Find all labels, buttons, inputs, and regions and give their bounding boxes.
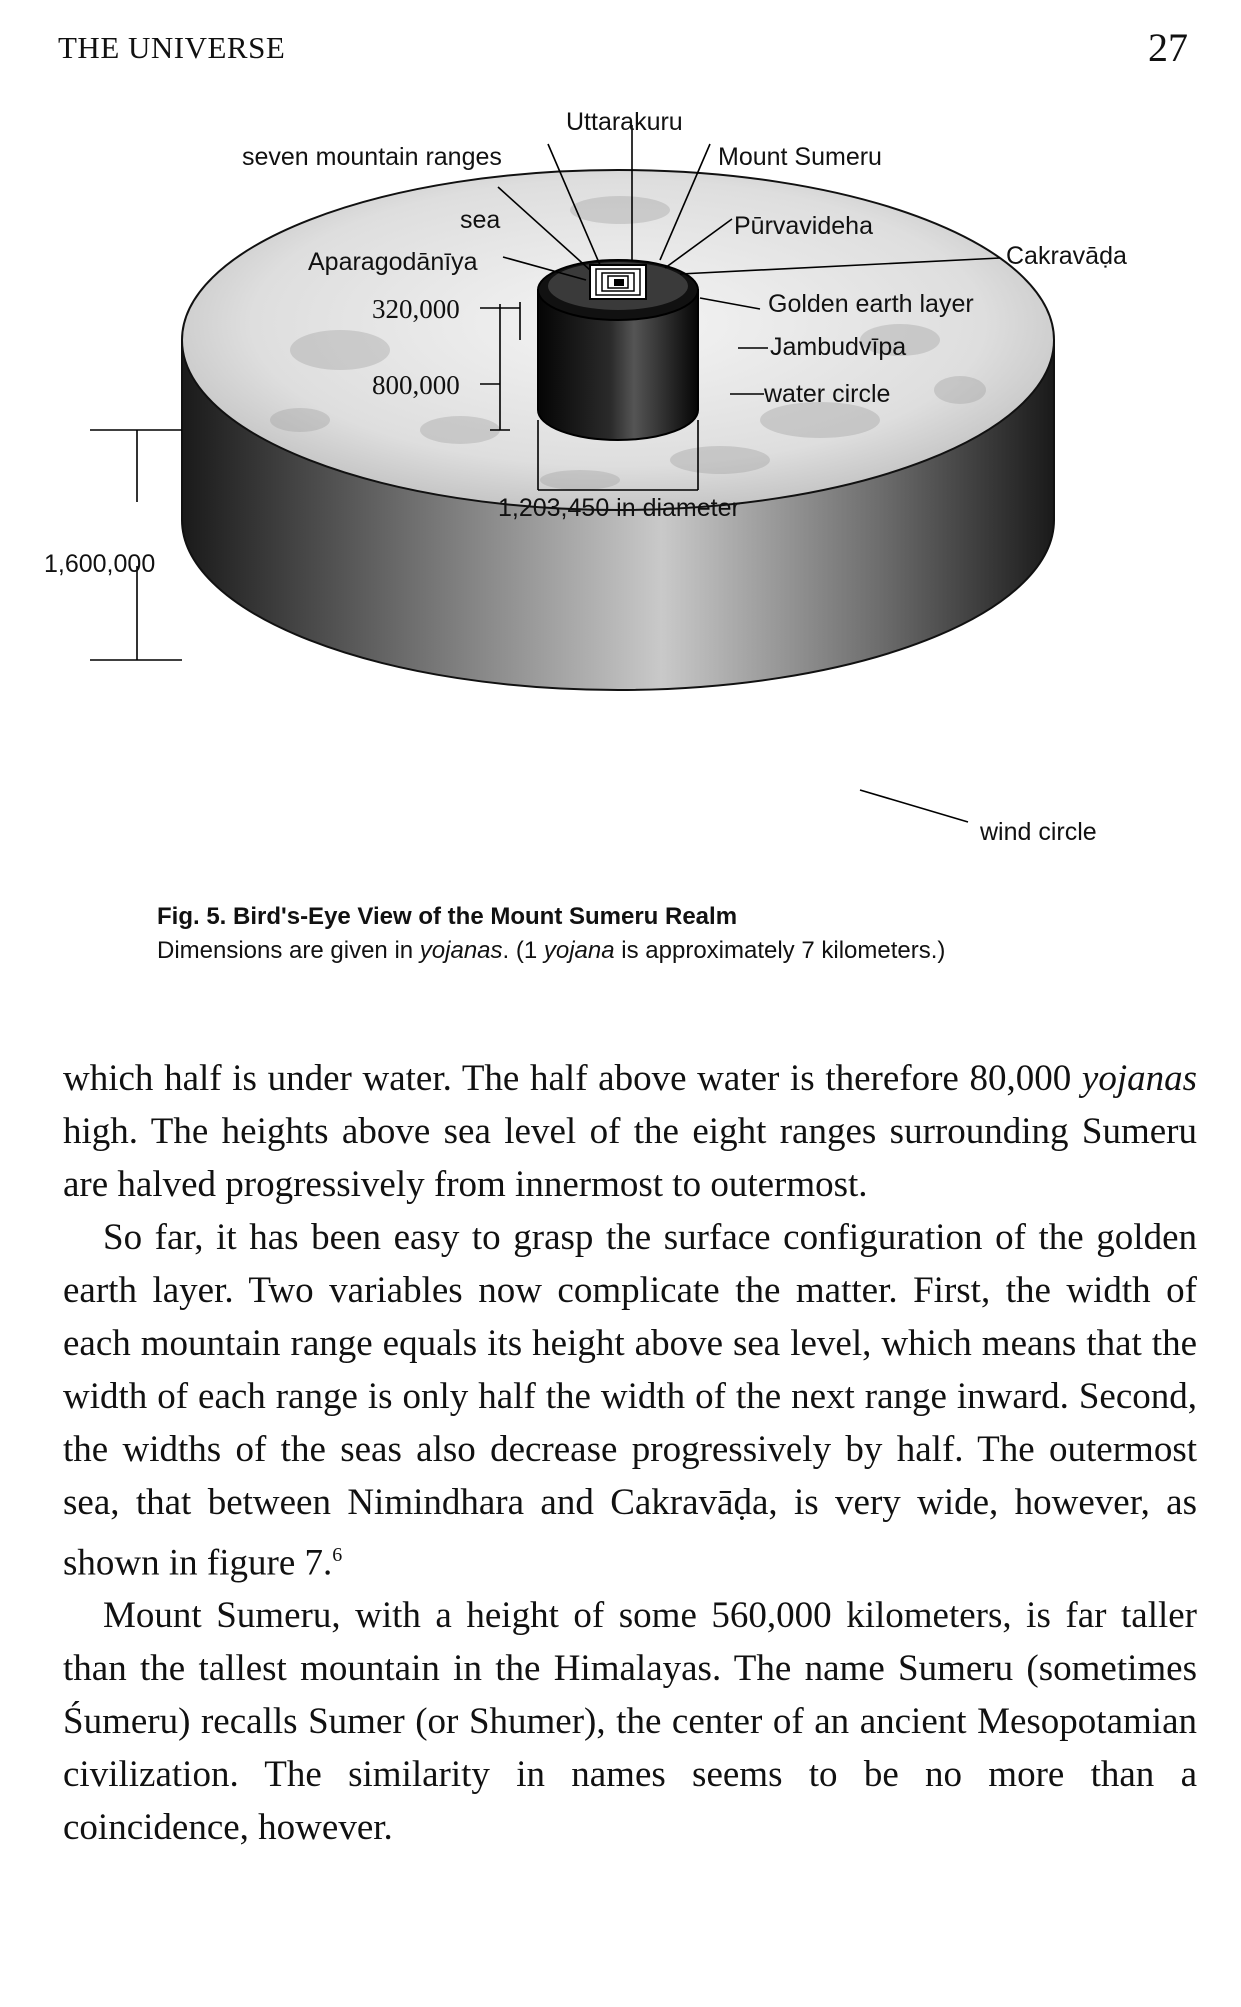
term-yojanas: yojanas xyxy=(1081,1058,1197,1099)
paragraph-text: So far, it has been easy to grasp the surface configuration of the golden earth layer. Two variables now complicate the matter. First, the width of each mountain range equals its height above sea level, which means that the width of each range is only half the width of the next range inward. Second, the widths of the seas also decrease progressively by half. The outermost sea, that between Nimindhara and Cakravāḍa, is very wide, however, as shown in figure 7. xyxy=(63,1217,1197,1584)
paragraph-3: Mount Sumeru, with a height of some 560,000 kilometers, is far taller than the tallest mountain in the Himalayas. The name Sumeru (sometimes Śumeru) recalls Sumer (or Shumer), the center of an ancient Mesopotamian civilization. The similarity in names seems to be no more than a coincidence, however. xyxy=(63,1595,1197,1849)
label-seven-mountain-ranges: seven mountain ranges xyxy=(242,143,502,171)
label-cakravada: Cakravāḍa xyxy=(1006,242,1127,270)
label-dimension-800000: 800,000 xyxy=(372,370,460,400)
label-diameter: 1,203,450 in diameter xyxy=(498,494,740,522)
caption-term-yojanas: yojanas xyxy=(419,937,503,964)
label-dimension-1600000: 1,600,000 xyxy=(44,550,156,578)
figure-caption xyxy=(157,900,1117,968)
label-jambudvipa: Jambudvīpa xyxy=(770,333,907,361)
label-mount-sumeru: Mount Sumeru xyxy=(718,143,882,171)
paragraph-text: high. The heights above sea level of the eight ranges surrounding Sumeru are halved progressively from innermost to outermost. xyxy=(63,1111,1197,1205)
caption-title: Fig. 5. Bird's-Eye View of the Mount Sumeru Realm xyxy=(157,903,738,930)
figure-illustration xyxy=(0,90,1241,890)
mount-sumeru-core xyxy=(614,279,624,286)
label-purvavideha: Pūrvavideha xyxy=(734,212,873,240)
footnote-marker[interactable]: 6 xyxy=(332,1544,343,1566)
label-water-circle: water circle xyxy=(764,380,891,408)
paragraph-2 xyxy=(63,1211,1197,1589)
caption-text xyxy=(157,934,1117,968)
label-dimension-320000: 320,000 xyxy=(372,294,460,324)
page-number: 27 xyxy=(1148,25,1188,70)
running-head: THE UNIVERSE xyxy=(58,30,286,65)
label-uttarakuru: Uttarakuru xyxy=(566,108,683,136)
caption-text-part: is approximately 7 kilometers.) xyxy=(614,937,946,964)
label-wind-circle: wind circle xyxy=(980,818,1097,846)
label-golden-earth-layer: Golden earth layer xyxy=(768,290,974,318)
paragraph-1 xyxy=(63,1052,1197,1211)
figure-mount-sumeru-realm xyxy=(0,90,1241,890)
label-sea: sea xyxy=(460,206,501,234)
caption-text-part: Dimensions are given in xyxy=(157,937,420,964)
caption-term-yojana: yojana xyxy=(543,937,615,964)
paragraph-text: which half is under water. The half above water is therefore 80,000 xyxy=(63,1058,1082,1099)
label-aparagodaniya: Aparagodānīya xyxy=(308,248,478,276)
caption-text-part: . (1 xyxy=(502,937,544,964)
body-text xyxy=(63,1052,1197,1854)
